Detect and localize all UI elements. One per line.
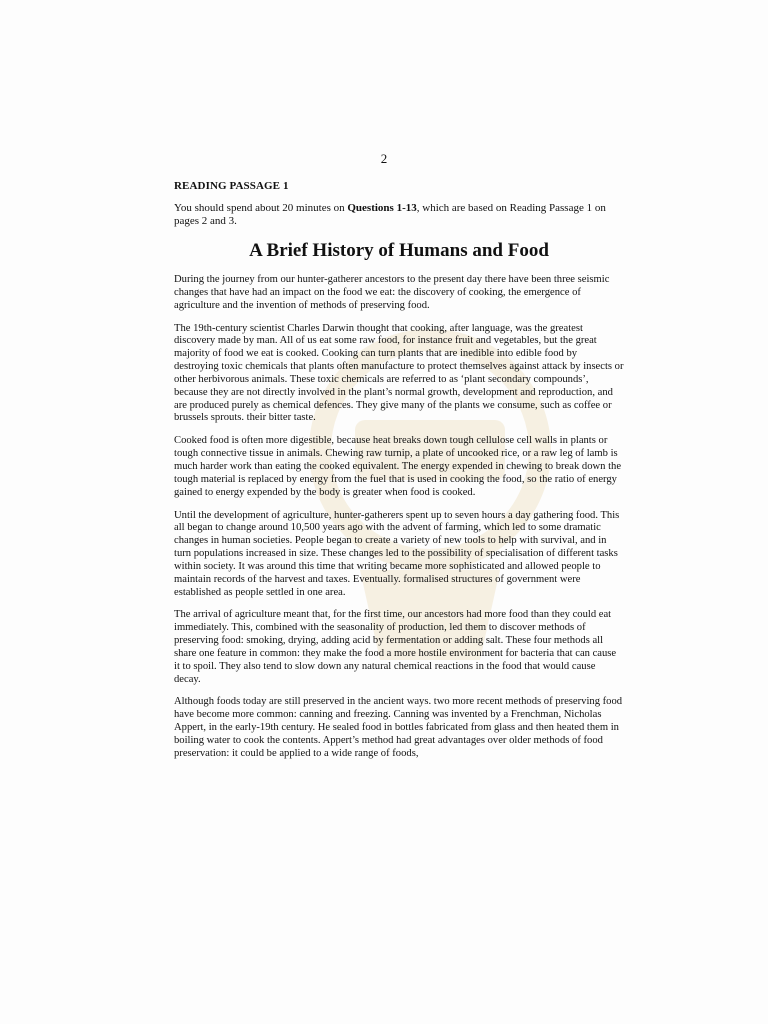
paragraph-6: Although foods today are still preserved in the ancient ways. two more recent methods of preserving food have become more common: canning and freezing. Canning was invented by a Frenchman, Nicholas Appert, in the early-19th century. He sealed food in bottles fabricated from glass and then heated them in boiling water to cook the contents. Appert’s method had great advantages over older methods of food preservation: it could be applied to a wide range of foods, bbox=[174, 696, 623, 759]
section-label: READING PASSAGE 1 bbox=[174, 180, 289, 192]
paragraph-3: Cooked food is often more digestible, because heat breaks down tough cellulose cell walls in plants or tough connective tissue in animals. Chewing raw turnip, a plate of uncooked rice, or a raw leg of lamb is much harder work than eating the cooked equivalent. The energy expended in chewing to break down the tough material is replaced by energy from the fuel that is used in cooking the food, so the ratio of energy gained to energy expended by the body is greater when food is cooked. bbox=[174, 435, 622, 498]
instructions-questions: Questions 1-13 bbox=[347, 202, 417, 214]
passage-title: A Brief History of Humans and Food bbox=[249, 240, 549, 261]
paragraph-5: The arrival of agriculture meant that, for the first time, our ancestors had more food than they could eat immediately. This, combined with the seasonality of production, led them to discover methods of preserving food: smoking, drying, adding acid by fermentation or adding salt. These four methods all share one feature in common: they make the food a more hostile environment for bacteria that can cause it to spoil. They also tend to slow down any natural chemical reactions in the food that would cause decay. bbox=[174, 609, 617, 685]
instructions-text-before: You should spend about 20 minutes on bbox=[174, 202, 348, 214]
paragraph-4: Until the development of agriculture, hunter-gatherers spent up to seven hours a day gathering food. This all began to change around 10,500 years ago with the advent of farming, which led to some dramatic changes in human societies. People began to create a variety of new tools to help with survival, and in turn populations increased in size. These changes led to the possibility of specialisation of different tasks within society. It was around this time that writing became more sophisticated and allowed people to maintain records of the harvest and taxes. Eventually. formalised structures of government were established as people settled in one area. bbox=[174, 509, 620, 598]
instructions-text-after: , which are based on Reading Passage 1 on pages 2 and 3. bbox=[174, 202, 606, 227]
paragraph-2: The 19th-century scientist Charles Darwin thought that cooking, after language, was the greatest discovery made by man. All of us eat some raw food, for instance fruit and vegetables, but the great majority of food we eat is cooked. Cooking can turn plants that are inedible into edible food by destroying toxic chemicals that plants often manufacture to protect themselves against attack by insects or other herbivorous animals. These toxic chemicals are referred to as ‘plant secondary compounds’, because they are not directly involved in the plant’s normal growth, development and reproduction, and are produced purely as chemical defences. They give many of the plants we consume, such as coffee or brussels sprouts. their bitter taste. bbox=[174, 322, 624, 424]
instructions bbox=[174, 202, 624, 228]
reading-passage bbox=[174, 180, 624, 771]
page-number: 2 bbox=[380, 151, 388, 166]
paragraph-1: During the journey from our hunter-gatherer ancestors to the present day there have been three seismic changes that have had an impact on the food we eat: the discovery of cooking, the emergence of agriculture and the invention of methods of preserving food. bbox=[174, 274, 610, 311]
